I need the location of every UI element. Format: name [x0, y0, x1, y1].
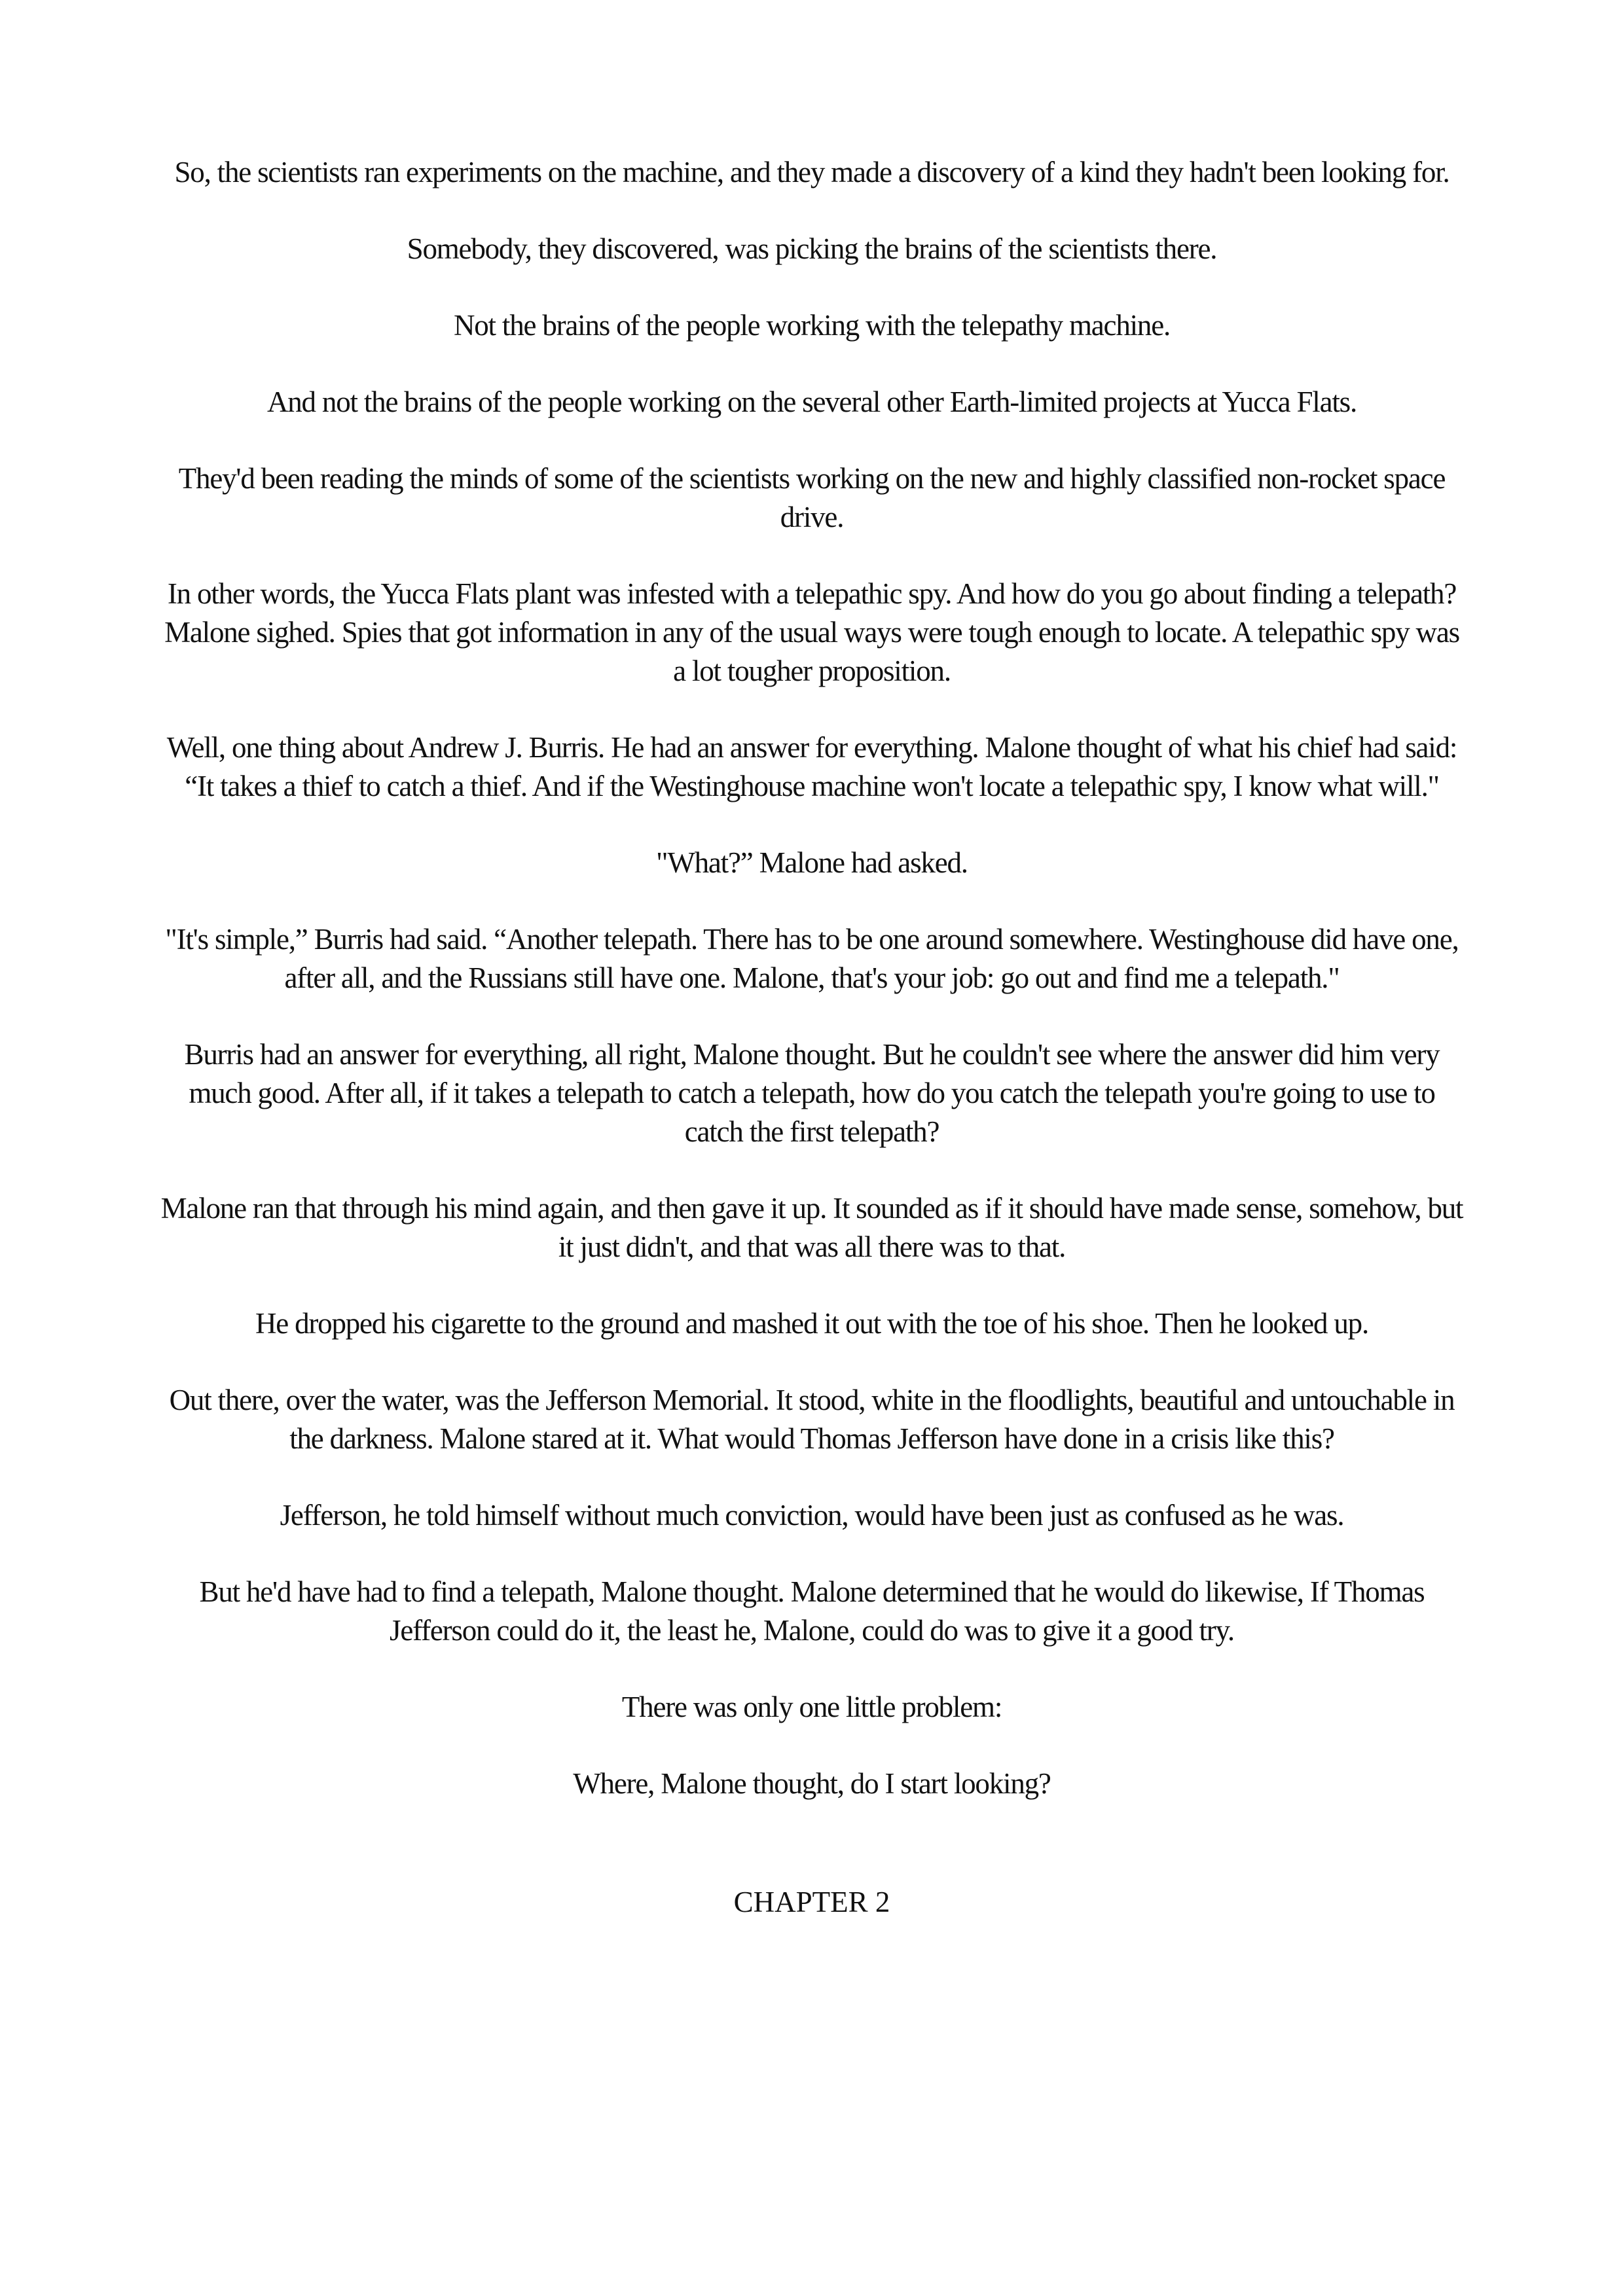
- paragraph-17: Where, Malone thought, do I start looking?: [573, 1767, 1051, 1800]
- paragraph-2: Somebody, they discovered, was picking the brains of the scientists there.: [407, 232, 1217, 265]
- paragraph-5: They'd been reading the minds of some of the scientists working on the new and highly classified non-rocket space drive.: [178, 462, 1446, 533]
- paragraph-11: Malone ran that through his mind again, and then gave it up. It sounded as if it should have made sense, somehow, but it just didn't, and that was all there was to that.: [160, 1192, 1463, 1263]
- chapter-heading: CHAPTER 2: [733, 1886, 890, 1918]
- paragraph-16: There was only one little problem:: [621, 1691, 1002, 1723]
- body-text: [157, 153, 1467, 1922]
- paragraph-10: Burris had an answer for everything, all right, Malone thought. But he couldn't see where the answer did him very much good. After all, if it takes a telepath to catch a telepath, how do you catch the telepath you're going to use to catch the first telepath?: [184, 1038, 1440, 1148]
- paragraph-3: Not the brains of the people working with the telepathy machine.: [453, 309, 1171, 342]
- paragraph-8: "What?” Malone had asked.: [656, 846, 968, 879]
- paragraph-4: And not the brains of the people working on the several other Earth-limited projects at Yucca Flats.: [266, 386, 1357, 418]
- paragraph-12: He dropped his cigarette to the ground and mashed it out with the toe of his shoe. Then he looked up.: [255, 1307, 1369, 1340]
- paragraph-7: Well, one thing about Andrew J. Burris. He had an answer for everything. Malone thought of what his chief had said: “It takes a thief to catch a thief. And if the Westinghouse machine won't locate a telepathic spy, I know what will.": [166, 731, 1457, 802]
- paragraph-14: Jefferson, he told himself without much conviction, would have been just as confused as he was.: [280, 1499, 1344, 1532]
- paragraph-15: But he'd have had to find a telepath, Malone thought. Malone determined that he would do likewise, If Thomas Jefferson could do it, the least he, Malone, could do was to give it a good try.: [199, 1575, 1425, 1647]
- paragraph-9: "It's simple,” Burris had said. “Another telepath. There has to be one around somewhere. Westinghouse did have one, after all, and the Russians still have one. Malone, that's your job: go out and find me a telepath.": [165, 923, 1459, 994]
- paragraph-13: Out there, over the water, was the Jefferson Memorial. It stood, white in the floodlights, beautiful and untouchable in the darkness. Malone stared at it. What would Thomas Jefferson have done in a crisis like this?: [169, 1384, 1455, 1455]
- paragraph-1: So, the scientists ran experiments on the machine, and they made a discovery of a kind they hadn't been looking for.: [174, 156, 1450, 188]
- paragraph-6: In other words, the Yucca Flats plant was infested with a telepathic spy. And how do you go about finding a telepath? Malone sighed. Spies that got information in any of the usual ways were tough enough to locate. A telepathic spy was a lot tougher proposition.: [164, 577, 1459, 687]
